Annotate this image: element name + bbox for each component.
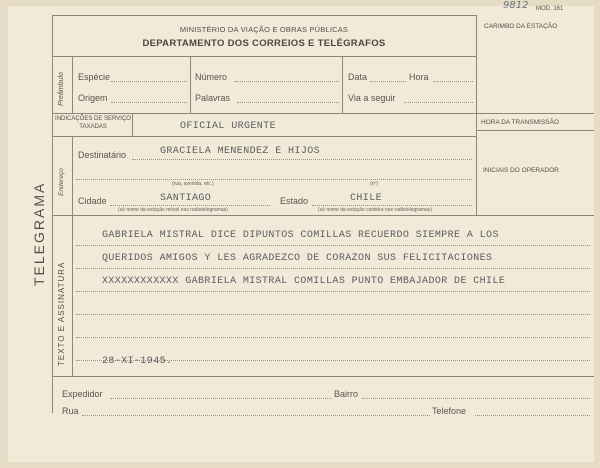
department-title: DEPARTAMENTO DOS CORREIOS E TELÉGRAFOS	[142, 38, 386, 49]
text-section-label: TEXTO E ASSINATURA	[57, 261, 66, 366]
station-stamp-label: CARIMBO DA ESTAÇÃO	[484, 23, 558, 30]
street-note: (rua, avenida, etc.)	[172, 181, 214, 187]
ministry-title: MINISTÉRIO DA VIAÇÃO E OBRAS PÚBLICAS	[179, 25, 349, 34]
service-label: INDICAÇÕES DE SERVIÇO TAXADAS	[55, 116, 131, 130]
message-date: 28-XI-1945.	[102, 356, 173, 367]
cidade-note: (só nome da estação móvel nos radiotelegramas)	[118, 207, 228, 213]
rua-label: Rua	[62, 406, 79, 416]
transmission-time-label: HORA DA TRANSMISSÃO	[481, 119, 559, 126]
operator-initials-label: INICIAIS DO OPERADOR	[483, 167, 559, 174]
destinatario-label: Destinatário	[78, 150, 127, 160]
cidade-value: SANTIAGO	[160, 193, 212, 204]
telefone-label: Telefone	[432, 406, 467, 416]
estado-note: (só nome da estação costeira nos radiotelegramas)	[318, 207, 432, 213]
message-line-3: XXXXXXXXXXXX GABRIELA MISTRAL COMILLAS PUNTO EMBAJADOR DE CHILE	[102, 276, 506, 287]
number-note: (nº)	[370, 181, 378, 187]
expedidor-label: Expedidor	[62, 389, 103, 399]
data-label: Data	[348, 72, 368, 82]
message-line-2: QUERIDOS AMIGOS Y LES AGRADEZCO DE CORAZON SUS FELICITACIONES	[102, 253, 493, 264]
telegram-side-title: TELEGRAMA	[31, 181, 47, 286]
cidade-label: Cidade	[78, 196, 107, 206]
handwritten-number: 9812	[503, 0, 529, 11]
address-section-label: Endereço	[58, 168, 65, 196]
service-value: OFICIAL URGENTE	[180, 121, 277, 132]
hora-label: Hora	[409, 72, 429, 82]
via-label: Via a seguir	[348, 93, 396, 103]
model-number: MOD. 161	[536, 6, 564, 12]
preamble-section-label: Preâmbulo	[58, 72, 65, 106]
especie-label: Espécie	[78, 72, 111, 82]
estado-label: Estado	[280, 196, 309, 206]
estado-value: CHILE	[350, 193, 383, 204]
message-line-1: GABRIELA MISTRAL DICE DIPUNTOS COMILLAS RECUERDO SIEMPRE A LOS	[102, 230, 499, 241]
numero-label: Número	[195, 72, 228, 82]
origem-label: Origem	[78, 93, 108, 103]
destinatario-value: GRACIELA MENENDEZ E HIJOS	[160, 146, 321, 157]
palavras-label: Palavras	[195, 93, 231, 103]
bairro-label: Bairro	[334, 389, 359, 399]
